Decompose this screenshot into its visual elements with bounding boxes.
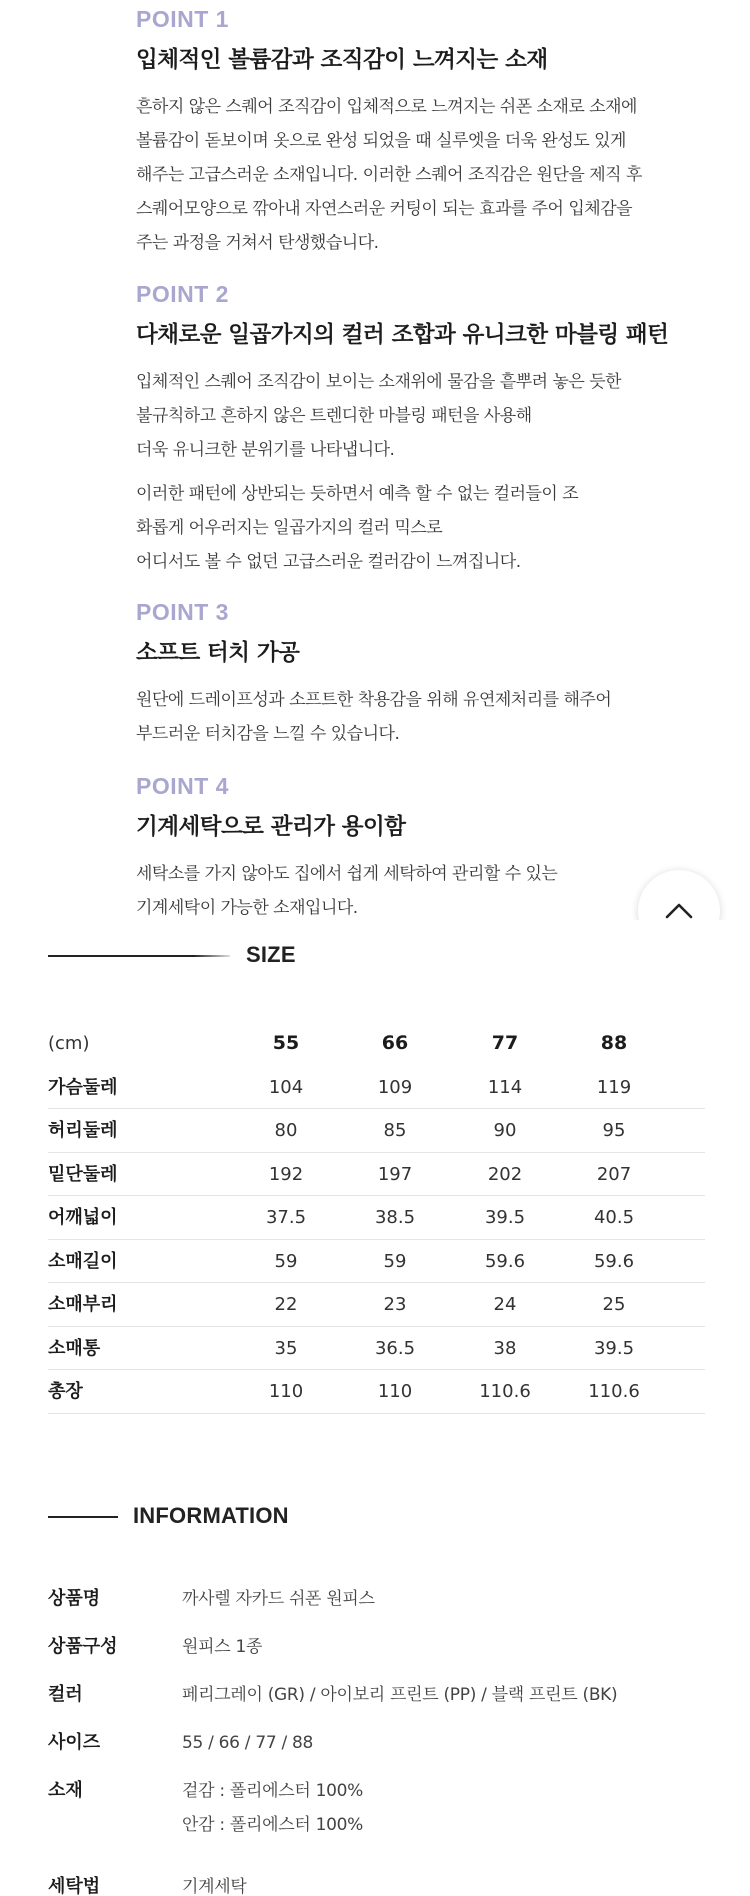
section-separator (0, 920, 750, 980)
information-heading: INFORMATION (133, 1503, 289, 1528)
information-label: 소재 (48, 1780, 83, 1801)
size-value-cell: 207 (596, 1163, 632, 1185)
size-value-cell: 36.5 (374, 1337, 416, 1359)
information-value (182, 1678, 617, 1712)
size-row-label: 가슴둘레 (48, 1076, 118, 1098)
size-value-cell: 110.6 (588, 1381, 640, 1402)
information-label: 상품구성 (48, 1636, 118, 1657)
point-text-line: 볼륨감이 돋보이며 옷으로 완성 되었을 때 실루엣을 더욱 완성도 있게 (136, 131, 626, 151)
information-label: 세탁법 (48, 1876, 101, 1896)
size-column-header: 77 (491, 1032, 519, 1054)
point-paragraph (136, 365, 736, 467)
size-value-cell: 104 (268, 1076, 304, 1098)
size-row-label: 소매통 (48, 1337, 101, 1359)
size-unit-label: (cm) (48, 1033, 90, 1054)
point-title: 다채로운 일곱가지의 컬러 조합과 유니크한 마블링 패턴 (136, 322, 669, 348)
information-heading-rule (48, 1516, 118, 1518)
point-title: 기계세탁으로 관리가 용이함 (136, 814, 406, 840)
point-text-line: 불규칙하고 흔하지 않은 트렌디한 마블링 패턴을 사용해 (136, 406, 532, 426)
information-value-line: 까사렐 자카드 쉬폰 원피스 (182, 1589, 375, 1609)
size-value-cell: 114 (487, 1076, 523, 1098)
point-paragraph (136, 683, 736, 751)
point-text-line: 어디서도 볼 수 없던 고급스러운 컬러감이 느껴집니다. (136, 552, 521, 572)
size-value-cell: 119 (596, 1076, 632, 1098)
point-text-line: 이러한 패턴에 상반되는 듯하면서 예측 할 수 없는 컬러들이 조 (136, 484, 579, 504)
size-value-cell: 22 (274, 1294, 298, 1315)
information-value (182, 1774, 363, 1842)
point-text-line: 입체적인 스퀘어 조직감이 보이는 소재위에 물감을 흩뿌려 놓은 듯한 (136, 372, 622, 392)
size-value-cell: 59.6 (484, 1250, 526, 1272)
size-value-cell: 35 (274, 1337, 298, 1359)
size-table (48, 1022, 705, 1414)
information-value (182, 1870, 247, 1896)
information-label: 상품명 (48, 1588, 101, 1609)
size-table-row (48, 1196, 705, 1240)
size-value-cell: 39.5 (593, 1337, 635, 1359)
size-value-cell: 40.5 (593, 1207, 635, 1228)
size-value-cell: 23 (383, 1294, 407, 1315)
size-table-row (48, 1109, 705, 1153)
size-row-label: 총장 (48, 1381, 83, 1402)
size-heading: SIZE (246, 942, 296, 967)
information-value (182, 1630, 262, 1664)
point-title: 소프트 터치 가공 (136, 640, 300, 666)
size-table-row (48, 1327, 705, 1371)
size-value-cell: 85 (383, 1120, 407, 1141)
point-description (136, 365, 736, 579)
size-value-cell: 197 (377, 1163, 413, 1185)
point-text-line: 부드러운 터치감을 느낄 수 있습니다. (136, 724, 400, 744)
size-heading-rule (48, 955, 230, 957)
size-value-cell: 25 (602, 1294, 626, 1315)
size-table-row (48, 1240, 705, 1284)
point-label: POINT 1 (136, 6, 229, 32)
size-value-cell: 192 (268, 1163, 304, 1185)
size-table-row (48, 1066, 705, 1110)
point-label: POINT 3 (136, 599, 229, 625)
point-description (136, 90, 736, 260)
information-value (182, 1582, 375, 1616)
point-text-line: 더욱 유니크한 분위기를 나타냅니다. (136, 440, 395, 460)
information-value (182, 1726, 313, 1760)
size-row-label: 소매길이 (48, 1250, 118, 1272)
size-row-label: 밑단둘레 (48, 1163, 118, 1185)
size-value-cell: 202 (487, 1163, 523, 1185)
size-value-cell: 38.5 (374, 1207, 416, 1228)
information-value-line: 페리그레이 (GR) / 아이보리 프린트 (PP) / 블랙 프린트 (BK) (182, 1685, 618, 1705)
size-value-cell: 109 (377, 1076, 413, 1098)
information-label: 컬러 (48, 1684, 83, 1705)
size-column-header: 66 (381, 1032, 409, 1054)
point-text-line: 해주는 고급스러운 소재입니다. 이러한 스퀘어 조직감은 원단을 제직 후 (136, 165, 642, 185)
size-value-cell: 59 (274, 1250, 298, 1272)
point-text-line: 기계세탁이 가능한 소재입니다. (136, 898, 358, 918)
size-value-cell: 110 (268, 1381, 304, 1402)
point-paragraph (136, 90, 736, 260)
size-value-cell: 24 (493, 1294, 517, 1315)
size-table-row (48, 1370, 705, 1414)
size-value-cell: 37.5 (265, 1207, 307, 1228)
point-paragraph (136, 477, 736, 579)
size-table-row (48, 1153, 705, 1197)
point-text-line: 세탁소를 가지 않아도 집에서 쉽게 세탁하여 관리할 수 있는 (136, 864, 558, 884)
size-row-label: 어깨넓이 (48, 1207, 118, 1228)
point-text-line: 화롭게 어우러지는 일곱가지의 컬러 믹스로 (136, 518, 443, 538)
size-value-cell: 110 (377, 1381, 413, 1402)
size-column-header: 55 (272, 1032, 300, 1054)
chevron-up-icon (665, 903, 693, 919)
point-description (136, 683, 736, 751)
point-title: 입체적인 볼륨감과 조직감이 느껴지는 소재 (136, 47, 548, 73)
size-row-label: 허리둘레 (48, 1120, 118, 1141)
size-value-cell: 110.6 (479, 1381, 531, 1402)
point-text-line: 주는 과정을 거쳐서 탄생했습니다. (136, 233, 379, 253)
size-table-row (48, 1283, 705, 1327)
information-label: 사이즈 (48, 1732, 101, 1753)
point-text-line: 흔하지 않은 스퀘어 조직감이 입체적으로 느껴지는 쉬폰 소재로 소재에 (136, 97, 637, 117)
information-value-line: 안감 : 폴리에스터 100% (182, 1815, 363, 1835)
size-value-cell: 38 (493, 1337, 517, 1359)
information-value-line: 원피스 1종 (182, 1637, 263, 1657)
information-value-line: 55 / 66 / 77 / 88 (182, 1733, 314, 1753)
size-value-cell: 90 (493, 1120, 517, 1141)
size-value-cell: 59.6 (593, 1250, 635, 1272)
point-label: POINT 2 (136, 281, 229, 307)
size-value-cell: 95 (602, 1120, 626, 1141)
point-text-line: 원단에 드레이프성과 소프트한 착용감을 위해 유연제처리를 해주어 (136, 690, 612, 710)
size-row-label: 소매부리 (48, 1294, 118, 1315)
point-text-line: 스퀘어모양으로 깎아내 자연스러운 커팅이 되는 효과를 주어 입체감을 (136, 199, 633, 219)
information-value-line: 기계세탁 (182, 1877, 247, 1896)
information-value-line: 겉감 : 폴리에스터 100% (182, 1781, 363, 1801)
size-value-cell: 39.5 (484, 1207, 526, 1228)
size-column-header: 88 (600, 1032, 628, 1054)
size-table-header (48, 1022, 705, 1066)
size-value-cell: 59 (383, 1250, 407, 1272)
point-label: POINT 4 (136, 773, 229, 799)
size-value-cell: 80 (274, 1120, 298, 1141)
